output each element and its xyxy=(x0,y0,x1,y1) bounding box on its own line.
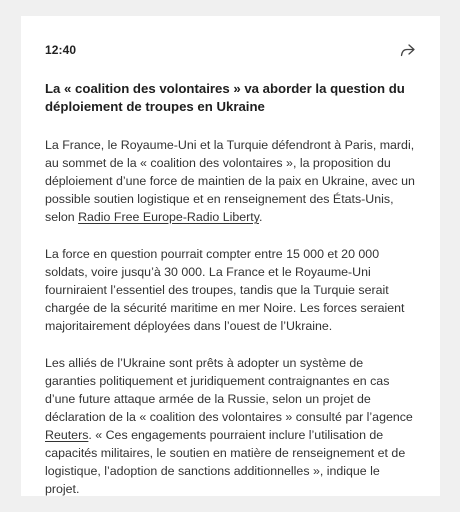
post-time: 12:40 xyxy=(45,43,77,57)
post-headline: La « coalition des volontaires » va aborder la question du déploiement de troupes en Ukraine xyxy=(45,81,405,114)
paragraph-text: . xyxy=(258,210,263,224)
paragraph-text: Les alliés de l’Ukraine sont prêts à adopter un système de garanties politiquement et juridiquement contraignantes en cas d’une future attaque armée de la Russie, selon un projet de déclaration de la « coalition des volontaires » consulté par l’agence xyxy=(45,356,413,424)
paragraph-text: . « Ces engagements pourraient inclure l’utilisation de capacités militaires, le soutien en matière de renseignement et de logistique, l’adoption de sanctions additionnelles », indique le projet. xyxy=(45,428,406,496)
share-icon xyxy=(400,44,415,57)
post-paragraph-3 xyxy=(45,354,416,498)
rferl-link[interactable]: Radio Free Europe-Radio Liberty xyxy=(78,210,259,224)
paragraph-text: La France, le Royaume-Uni et la Turquie défendront à Paris, mardi, au sommet de la « coalition des volontaires », la proposition du déploiement d’une force de maintien de la paix en Ukraine, avec un possible soutien logistique et en renseignement des États-Unis, selon xyxy=(45,138,415,224)
post-paragraph-1 xyxy=(45,136,416,226)
post-paragraph-2: La force en question pourrait compter entre 15 000 et 20 000 soldats, voire jusqu’à 30 000. La France et le Royaume-Uni fourniraient l’essentiel des troupes, tandis que la Turquie serait chargée de la sécurité maritime en mer Noire. Les forces seraient majoritairement déployées dans l’ouest de l’Ukraine. xyxy=(45,247,405,333)
reuters-link[interactable]: Reuters xyxy=(45,428,89,442)
live-post-card xyxy=(21,16,440,496)
share-button[interactable] xyxy=(398,42,416,58)
post-header xyxy=(45,42,416,58)
